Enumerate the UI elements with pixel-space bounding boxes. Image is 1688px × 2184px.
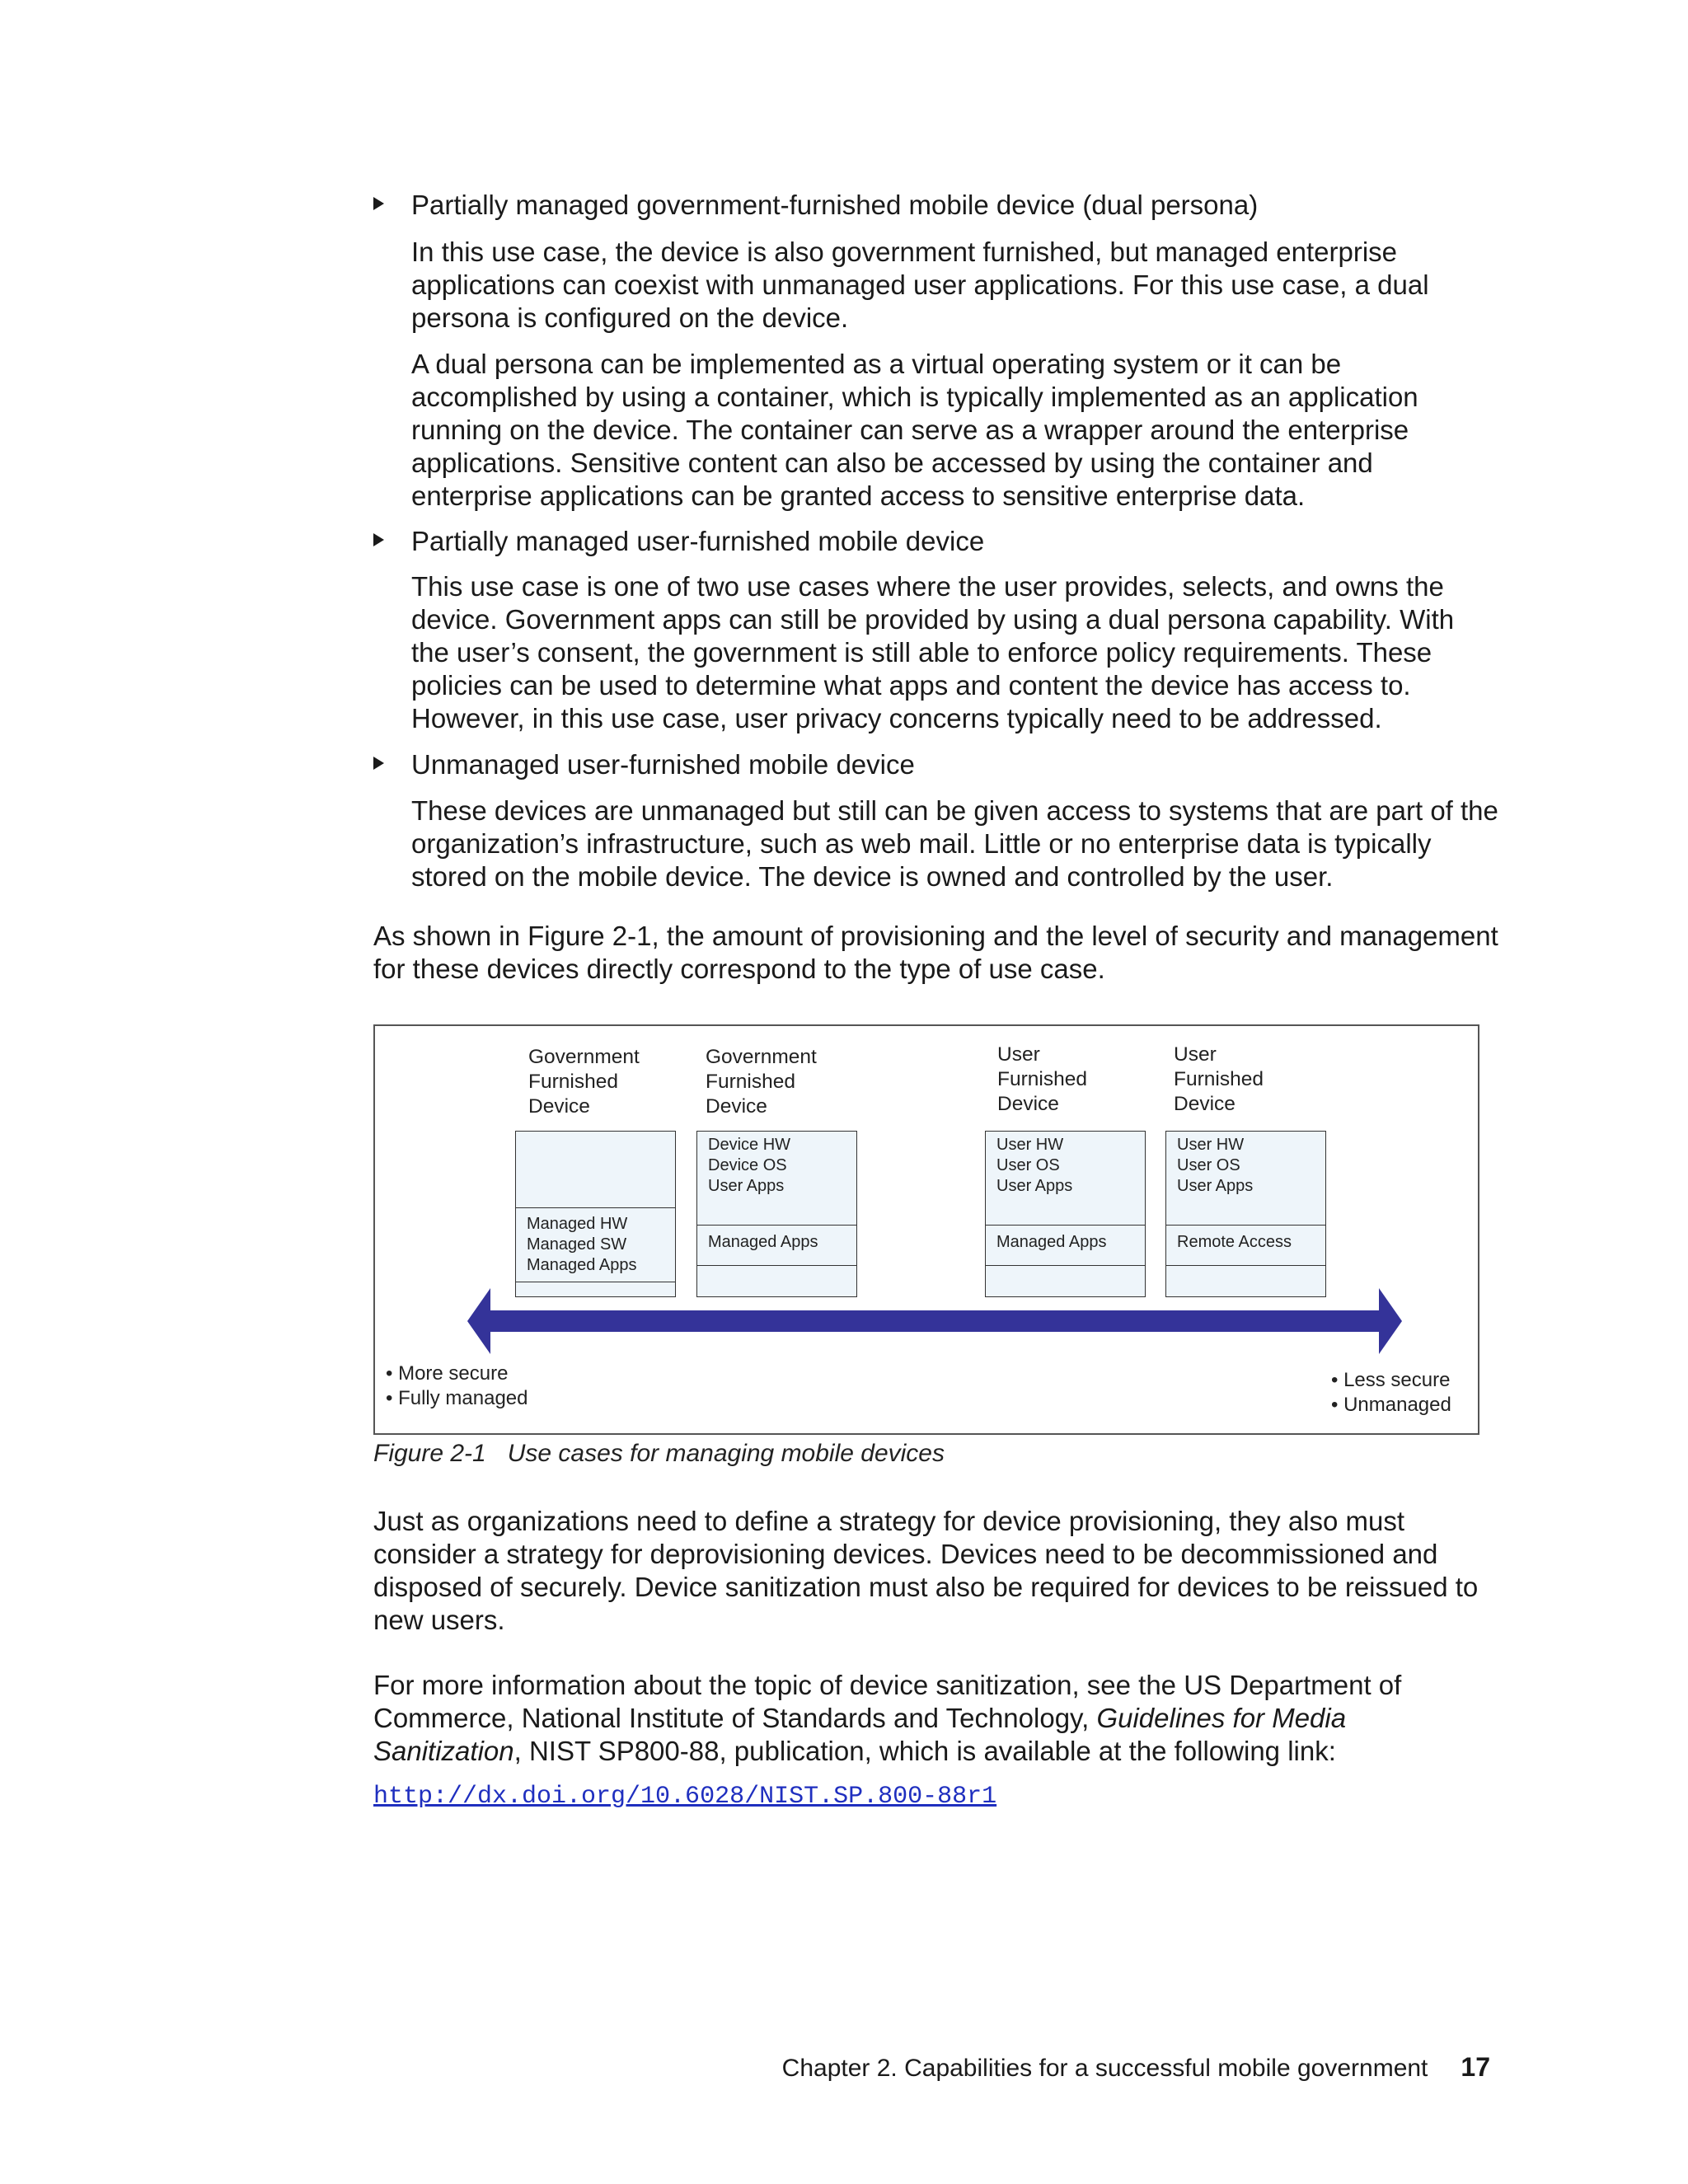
device-title: User Furnished Device <box>1174 1043 1264 1115</box>
figure-number: Figure 2-1 <box>373 1440 486 1467</box>
device-upper-section: User HW User OS User Apps <box>1177 1136 1254 1195</box>
bullet-title: Unmanaged user-furnished mobile device <box>411 749 915 780</box>
paragraph: Just as organizations need to define a strategy for device provisioning, they also must consider a strategy for deprovisioning devices. Devices need to be decommissioned and disposed of securely. Device sanitization must also be required for devices to be reissued to new users. <box>373 1506 1479 1635</box>
bullet-paragraph <box>411 348 1499 513</box>
publication-title: Guidelines for Media Sanitization <box>373 1703 1347 1766</box>
more-info-paragraph <box>373 1669 1498 1768</box>
bullet-title: Partially managed government-furnished mobile device (dual persona) <box>411 190 1259 220</box>
triangle-bullet-icon <box>373 197 384 210</box>
bullet-title: Partially managed user-furnished mobile device <box>411 526 985 556</box>
device-lower-section: Managed HW Managed SW Managed Apps <box>527 1215 637 1274</box>
double-headed-arrow <box>467 1288 1402 1354</box>
device-stack-box <box>1165 1131 1326 1297</box>
device-stack-box <box>696 1131 857 1297</box>
device-lower-section: Managed Apps <box>996 1233 1107 1251</box>
device-stack-box <box>985 1131 1146 1297</box>
device-title: Government Furnished Device <box>706 1046 817 1118</box>
triangle-bullet-icon <box>373 757 384 770</box>
more-secure-labels: • More secure • Fully managed <box>386 1362 528 1409</box>
bullet-paragraph <box>411 794 1499 893</box>
paragraph: This use case is one of two use cases where the user provides, selects, and owns the device. Government apps can still be provided by using a dual persona capability. With the user’s consent, the government is still able to enforce policy requirements. These policies can be used to determine what apps and content the device has access to. However, in this use case, user privacy concerns typically need to be addressed. <box>411 571 1455 733</box>
device-title: Government Furnished Device <box>528 1046 640 1118</box>
paragraph: A dual persona can be implemented as a virtual operating system or it can be accomplished by using a container, which is typically implemented as an application running on the device. The container can serve as a wrapper around the enterprise applications. Sensitive content can also be accessed by using the container and enterprise applications can be granted access to sensitive enterprise data. <box>411 349 1418 511</box>
device-title: User Furnished Device <box>997 1043 1087 1115</box>
device-upper-section: User HW User OS User Apps <box>996 1136 1073 1195</box>
page-number: 17 <box>1461 2052 1490 2082</box>
nist-link[interactable]: http://dx.doi.org/10.6028/NIST.SP.800-88r1 <box>373 1783 997 1811</box>
paragraph: For more information about the topic of device sanitization, see the US Department of Commerce, National Institute of Standards and Technology, Guidelines for Media Sanitization, NIST SP800-88, publication, which is available at the following link: <box>373 1670 1402 1766</box>
bullet-paragraph <box>411 236 1499 335</box>
paragraph: These devices are unmanaged but still can be given access to systems that are part of the organization’s infrastructure, such as web mail. Little or no enterprise data is typically stored on the mobile device. The device is owned and controlled by the user. <box>411 795 1498 892</box>
footer-chapter-title: Chapter 2. Capabilities for a successful mobile government <box>781 2055 1428 2082</box>
device-lower-section: Remote Access <box>1177 1233 1292 1251</box>
bullet-paragraph <box>411 570 1499 735</box>
figure-caption <box>373 1439 945 1469</box>
paragraph: As shown in Figure 2-1, the amount of provisioning and the level of security and management for these devices directly correspond to the type of use case. <box>373 921 1498 984</box>
triangle-bullet-icon <box>373 533 384 546</box>
intro-figure-paragraph <box>373 920 1498 986</box>
device-lower-section: Managed Apps <box>708 1233 818 1251</box>
device-stack-box <box>515 1131 676 1297</box>
figure-use-cases <box>373 1024 1479 1435</box>
deprovisioning-paragraph <box>373 1505 1498 1637</box>
page-footer <box>782 2050 1490 2085</box>
paragraph: In this use case, the device is also government furnished, but managed enterprise applications can coexist with unmanaged user applications. For this use case, a dual persona is configured on the device. <box>411 237 1429 333</box>
less-secure-labels: • Less secure • Unmanaged <box>1331 1369 1451 1416</box>
figure-caption-text: Use cases for managing mobile devices <box>507 1440 945 1467</box>
device-upper-section: Device HW Device OS User Apps <box>708 1136 791 1195</box>
